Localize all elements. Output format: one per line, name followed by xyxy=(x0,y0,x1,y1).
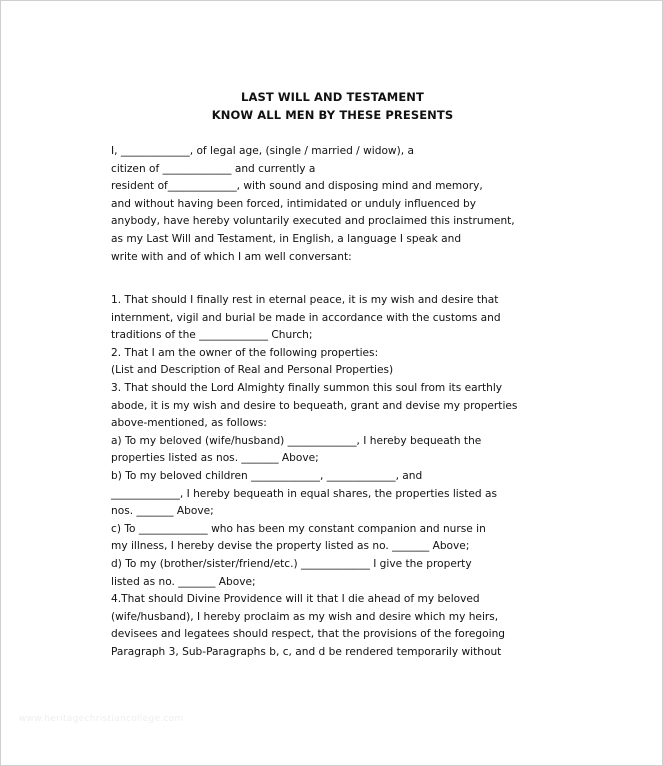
clauses-section xyxy=(111,292,556,661)
clause-line: c) To _____________ who has been my constant companion and nurse in xyxy=(111,522,486,535)
clause-line: d) To my (brother/sister/friend/etc.) _____________ I give the property xyxy=(111,557,472,570)
intro-line: citizen of _____________ and currently a xyxy=(111,162,316,175)
clause-line: _____________, I hereby bequeath in equal shares, the properties listed as xyxy=(111,487,498,500)
clause-line: traditions of the _____________ Church; xyxy=(111,329,313,342)
intro-line: I, _____________, of legal age, (single / married / widow), a xyxy=(111,145,414,157)
document-title: LAST WILL AND TESTAMENT xyxy=(241,90,424,104)
intro-line: as my Last Will and Testament, in English, a language I speak and xyxy=(111,232,462,245)
intro-line: and without having been forced, intimidated or unduly influenced by xyxy=(111,197,477,210)
clause-line: (wife/husband), I hereby proclaim as my wish and desire which my heirs, xyxy=(111,610,499,623)
intro-line: anybody, have hereby voluntarily executed and proclaimed this instrument, xyxy=(111,215,515,228)
clause-line: properties listed as nos. _______ Above; xyxy=(111,452,319,465)
intro-paragraph xyxy=(111,143,556,266)
clause-line: b) To my beloved children _____________, _____________, and xyxy=(111,469,423,482)
clause-line: abode, it is my wish and desire to bequeath, grant and devise my properties xyxy=(111,399,518,412)
clause-line: a) To my beloved (wife/husband) _____________, I hereby bequeath the xyxy=(111,434,482,447)
clause-line: my illness, I hereby devise the property listed as no. _______ Above; xyxy=(111,540,470,553)
clause-line: listed as no. _______ Above; xyxy=(111,575,256,588)
document-subtitle: KNOW ALL MEN BY THESE PRESENTS xyxy=(211,108,454,122)
watermark-text: www.heritagechristiancollege.com xyxy=(19,714,184,724)
clause-line: above-mentioned, as follows: xyxy=(111,417,267,430)
clause-line: internment, vigil and burial be made in accordance with the customs and xyxy=(111,311,501,324)
clause-line: 3. That should the Lord Almighty finally summon this soul from its earthly xyxy=(111,381,503,394)
clause-line: 1. That should I finally rest in eternal peace, it is my wish and desire that xyxy=(111,294,499,306)
clause-line: (List and Description of Real and Personal Properties) xyxy=(111,364,394,377)
intro-line: write with and of which I am well conversant: xyxy=(111,250,352,263)
intro-line: resident of_____________, with sound and disposing mind and memory, xyxy=(111,180,483,193)
clause-line: 4.That should Divine Providence will it that I die ahead of my beloved xyxy=(111,593,480,606)
clause-line: devisees and legatees should respect, that the provisions of the foregoing xyxy=(111,628,506,641)
clause-line: nos. _______ Above; xyxy=(111,505,214,518)
clause-line: 2. That I am the owner of the following properties: xyxy=(111,346,379,359)
clause-line: Paragraph 3, Sub-Paragraphs b, c, and d be rendered temporarily without xyxy=(111,645,502,658)
